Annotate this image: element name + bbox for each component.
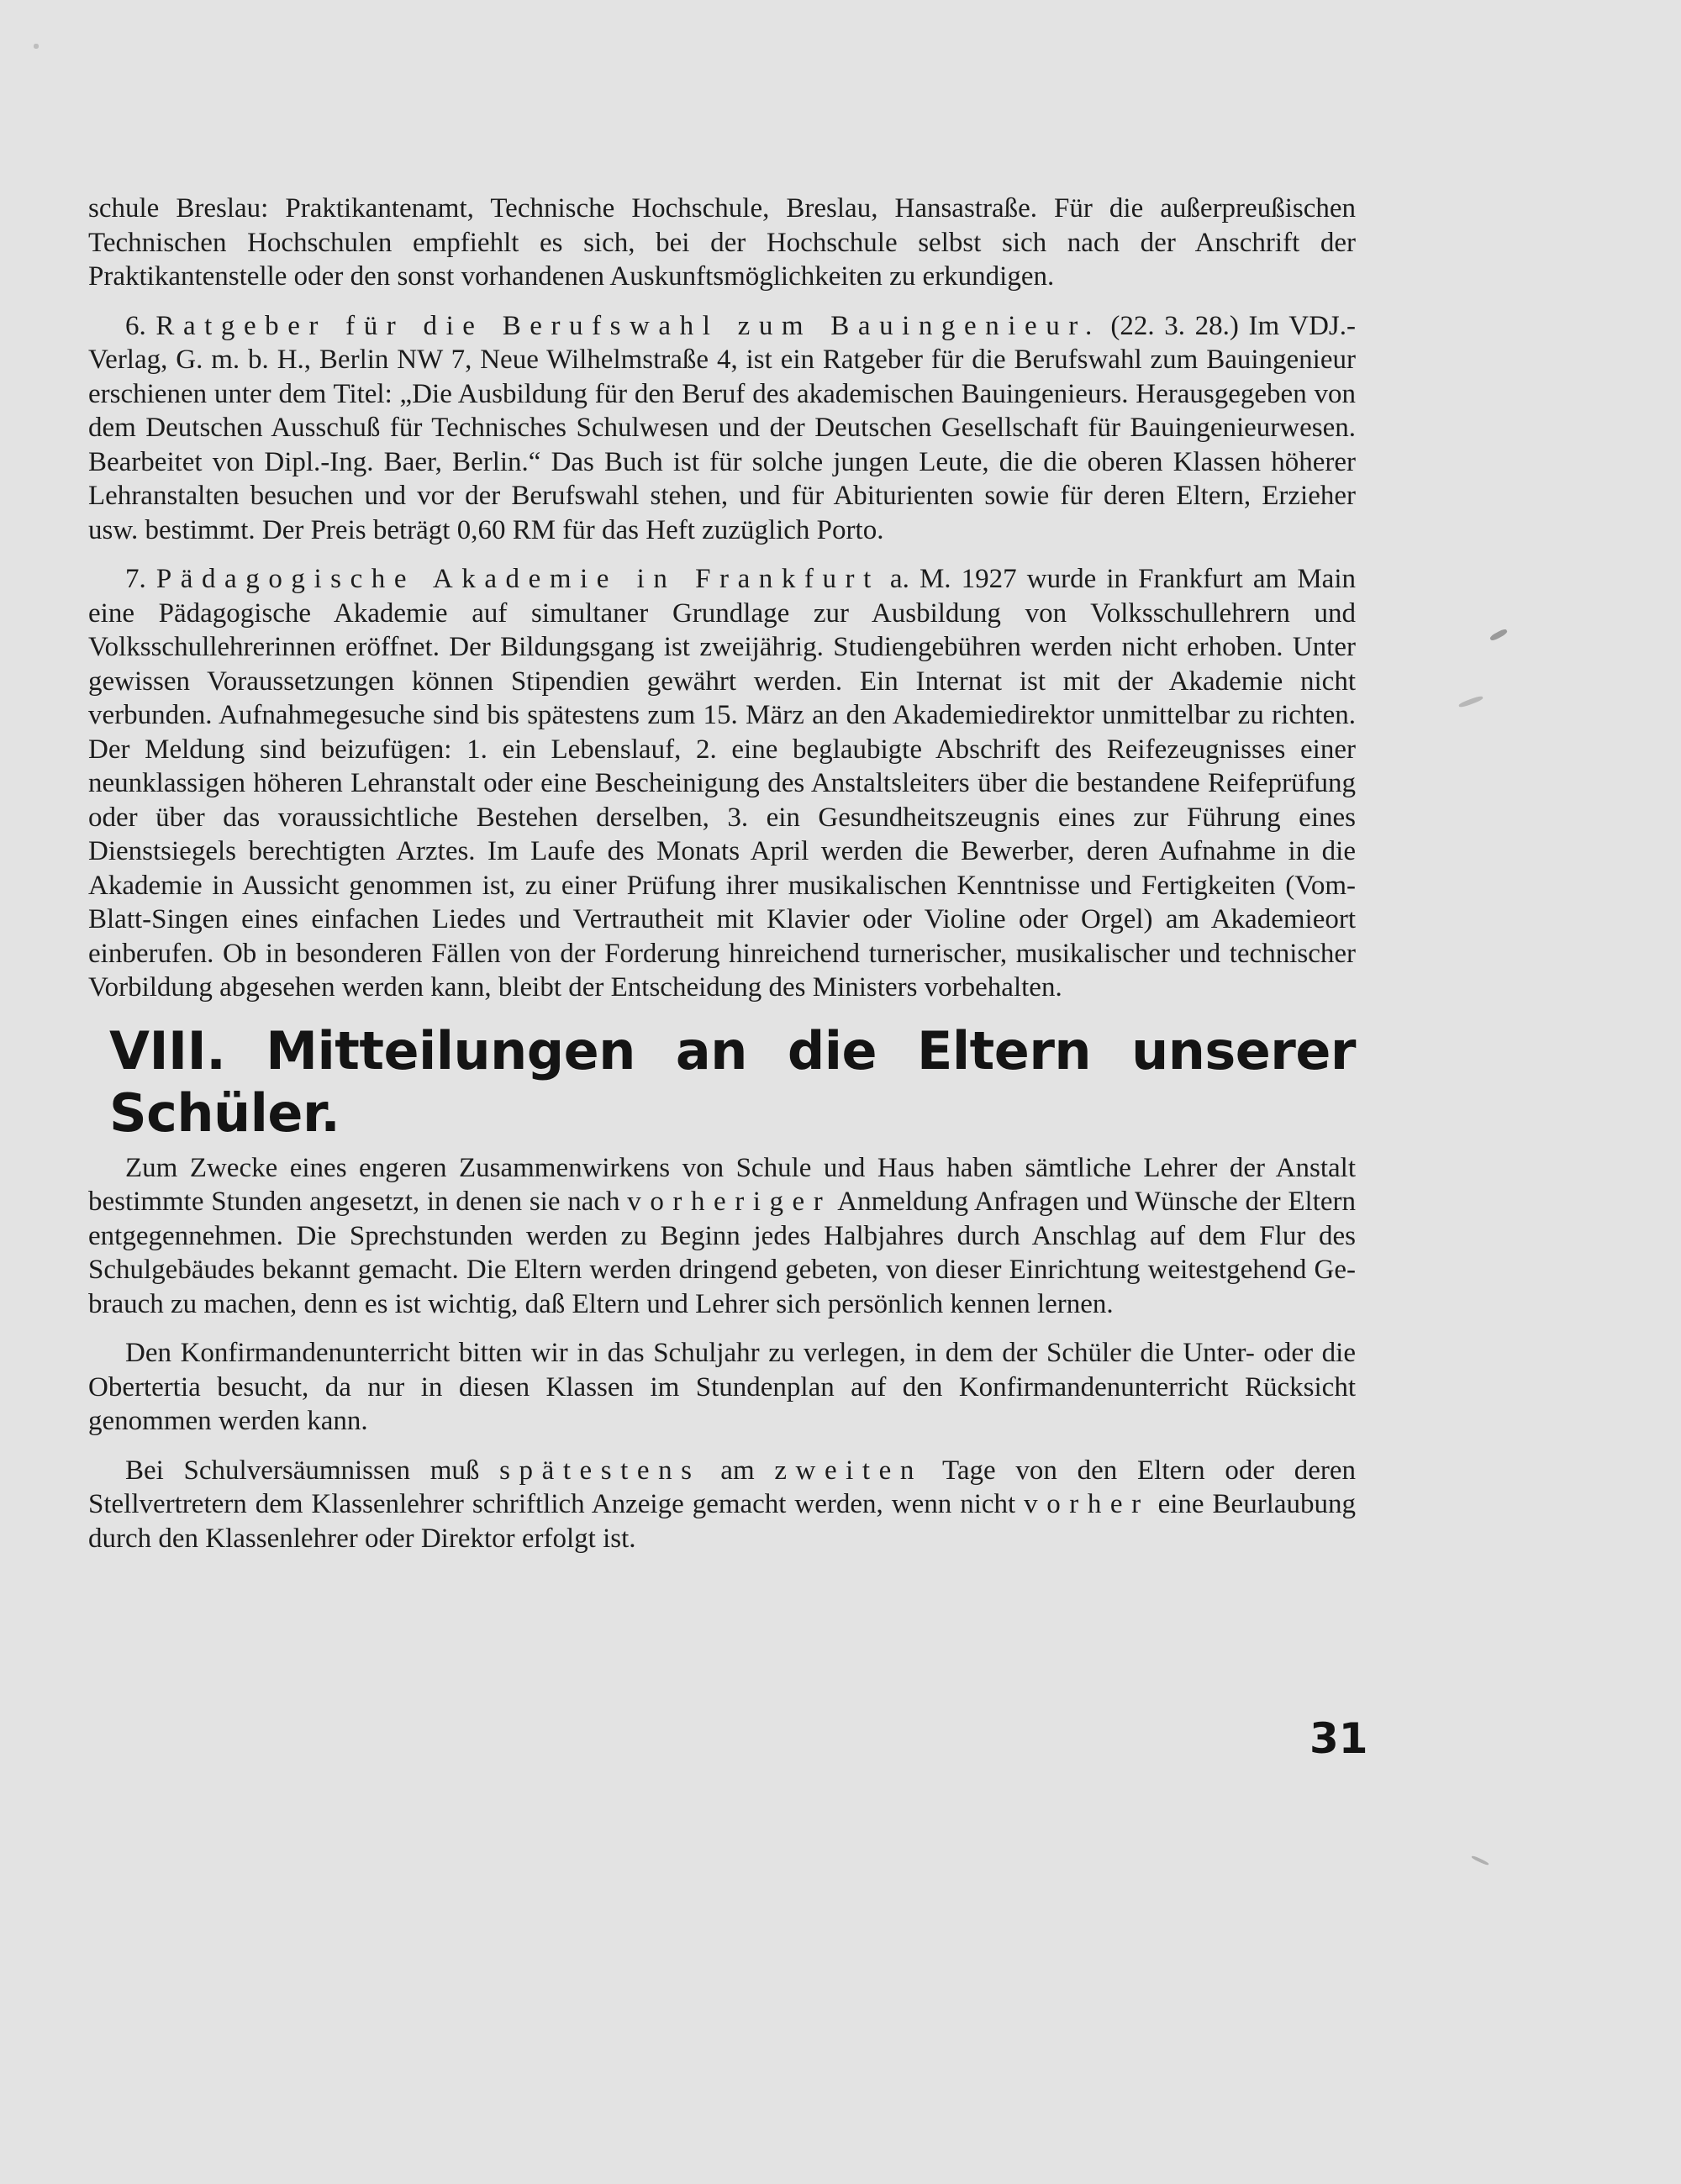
text-run: Tage von den Eltern oder deren Stellvertretern dem Klassenlehrer schriftlich Anzeige gemacht werden, wenn nicht bbox=[88, 1455, 1356, 1519]
paragraph-continuation: schule Breslau: Praktikantenamt, Technische Hochschule, Breslau, Hansastraße. Für die außerpreußischen Technischen Hochschulen empfiehlt es sich, bei der Hochschule selbst sich nach der Anschrift der Praktikantenstelle oder den sonst vorhandenen Auskunftsmöglichkeiten zu erkundigen. bbox=[88, 193, 1356, 292]
spaced-emphasis: vorher bbox=[1024, 1489, 1150, 1519]
section-paragraph-3 bbox=[88, 1454, 1356, 1556]
text-run: Bei Schulversäumnissen muß bbox=[125, 1455, 500, 1486]
section-heading: VIII. Mitteilungen an die Eltern unserer Schüler. bbox=[109, 1019, 1356, 1144]
text-run: Zum Zwecke eines engeren Zusammenwirkens von Schule und Haus haben sämtliche Lehrer der Anstalt bestimmte Stunden angesetzt, in denen sie nach bbox=[88, 1152, 1356, 1217]
item-title: Ratgeber für die Berufswahl zum Bauingenieur. bbox=[155, 310, 1101, 341]
item-number: 7. bbox=[125, 564, 156, 594]
item-number: 6. bbox=[125, 310, 156, 341]
scan-speck bbox=[34, 44, 39, 49]
paragraph-item-6 bbox=[88, 309, 1356, 548]
page-number: 31 bbox=[1309, 1714, 1368, 1763]
item-title: Pädagogische Akademie in Frankfurt bbox=[155, 564, 880, 594]
text-run: Anmeldung Anfragen und Wünsche der Eltern entgegennehmen. Die Sprechstunden werden zu Beginn jedes Halbjahres durch Anschlag auf dem Flur des Schulgebäudes bekannt gemacht. Die Eltern werden dringend gebeten, von dieser Einrichtung weitestgehend Gebrauch zu machen, denn es ist wichtig, daß Eltern und Lehrer sich persönlich kennen lernen. bbox=[88, 1187, 1357, 1319]
spaced-emphasis: spätestens bbox=[499, 1455, 701, 1486]
scan-speck bbox=[1489, 628, 1509, 642]
section-paragraph-2: Den Konfirmandenunterricht bitten wir in das Schuljahr zu verlegen, in dem der Schüler die Unter- oder die Obertertia besucht, da nur in diesen Klassen im Stundenplan auf den Konfirmandenunterricht Rücksicht genommen werden kann. bbox=[88, 1338, 1356, 1436]
item-text: (22. 3. 28.) Im VDJ.-Verlag, G. m. b. H., Berlin NW 7, Neue Wilhelmstraße 4, ist ein Ratgeber für die Berufswahl zum Bauingenieur erschienen unter dem Titel: „Die Ausbildung für den Beruf des akademischen Bauingenieurs. Herausgegeben von dem Deutschen Ausschuß für Technisches Schulwesen und der Deutschen Gesellschaft für Bauingenieurwesen. Bearbeitet von Dipl.-Ing. Baer, Berlin.“ Das Buch ist für solche jungen Leute, die die oberen Klassen höherer Lehranstalten besuchen und vor der Berufswahl stehen, und für Abiturienten sowie für deren Eltern, Erzieher usw. bestimmt. Der Preis beträgt 0,60 RM für das Heft zuzüglich Porto. bbox=[88, 310, 1356, 545]
paragraph-item-7 bbox=[88, 562, 1356, 1005]
scan-speck bbox=[1458, 695, 1483, 708]
text-column bbox=[88, 192, 1356, 1555]
item-text: a. M. 1927 wurde in Frankfurt am Main eine Pädagogische Akademie auf simultaner Grundlage zur Ausbildung von Volksschullehrern und Volksschullehrerinnen eröffnet. Der Bildungsgang ist zweijährig. Studiengebühren werden nicht erhoben. Unter gewissen Voraussetzungen können Stipendien gewährt werden. Ein Internat ist mit der Akademie nicht verbunden. Aufnahmegesuche sind bis spätestens zum 15. März an den Akademiedirektor unmittelbar zu richten. Der Meldung sind beizufügen: 1. ein Lebenslauf, 2. eine beglaubigte Abschrift des Reifezeugnisses einer neunklassigen höheren Lehranstalt oder eine Bescheinigung des Anstaltsleiters über die bestandene Reifeprüfung oder über das voraussichtliche Bestehen derselben, 3. ein Gesundheitszeugnis eines zur Führung eines Dienstsiegels berechtigten Arztes. Im Laufe des Monats April werden die Bewerber, deren Aufnahme in die Akademie in Aussicht genommen ist, zu einer Prüfung ihrer musikalischen Kenntnisse und Fertigkeiten (Vom-Blatt-Singen eines einfachen Liedes und Vertrautheit mit Klavier oder Violine oder Orgel) am Akademieort einberufen. Ob in besonderen Fällen von der Forderung hinreichend turnerischer, musikalischer und technischer Vorbildung abgesehen werden kann, bleibt der Entscheidung des Ministers vorbehalten. bbox=[88, 564, 1356, 1003]
section-paragraph-1 bbox=[88, 1151, 1356, 1322]
scan-speck bbox=[1471, 1855, 1489, 1866]
text-run: eine Beurlaubung durch den Klassenlehrer oder Direktor erfolgt ist. bbox=[88, 1489, 1357, 1554]
text-run: am bbox=[700, 1455, 775, 1486]
spaced-emphasis: vorheriger bbox=[627, 1187, 832, 1217]
spaced-emphasis: zweiten bbox=[774, 1455, 923, 1486]
